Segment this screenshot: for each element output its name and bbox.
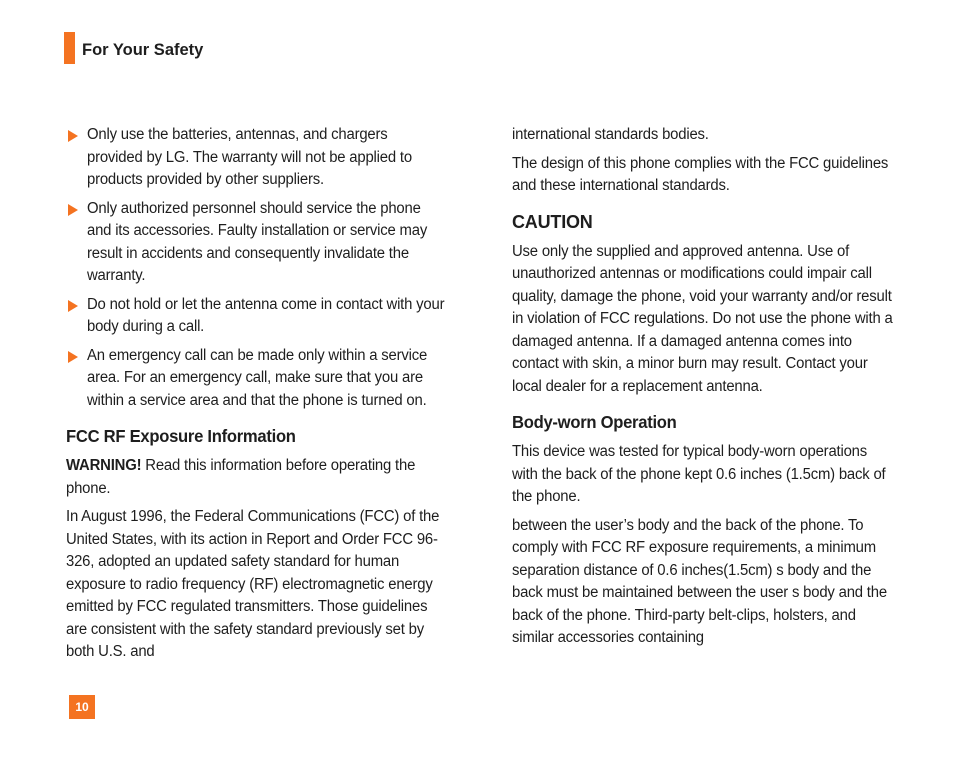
right-column — [512, 124, 912, 656]
header-accent-bar — [64, 32, 75, 64]
bullet-text: Only authorized personnel should service the phone and its accessories. Faulty installation or service may result in accidents and consequently invalidate the warranty. — [87, 199, 428, 284]
page-number: 10 — [69, 695, 95, 719]
section-title: For Your Safety — [82, 41, 204, 59]
bullet-item — [66, 124, 461, 192]
body-worn-heading: Body-worn Operation — [512, 412, 677, 432]
warning-text: Read this information before operating the phone. — [66, 457, 416, 497]
caution-paragraph: Use only the supplied and approved antenna. Use of unauthorized antennas or modifications could impair call quality, damage the phone, void your warranty and/or result in violation of FCC regulations. Do not use the phone with a damaged antenna. If a damaged antenna comes into contact with skin, a minor burn may result. Contact your local dealer for a replacement antenna. — [512, 242, 893, 395]
fcc-paragraph: In August 1996, the Federal Communications (FCC) of the United States, with its action in Report and Order FCC 96-326, adopted an updated safety standard for human exposure to radio frequency (RF) electromagnetic energy emitted by FCC regulated transmitters. Those guidelines are consistent with the safety standard previously set by both U.S. and — [66, 508, 440, 660]
warning-paragraph — [66, 455, 445, 500]
paragraph: The design of this phone complies with the FCC guidelines and these international standards. — [512, 154, 889, 194]
triangle-bullet-icon — [68, 130, 78, 142]
bullet-item — [66, 198, 461, 288]
bullet-text: An emergency call can be made only within a service area. For an emergency call, make sure that you are within a service area and that the phone is turned on. — [87, 346, 428, 409]
body-worn-paragraph: between the user’s body and the back of the phone. To comply with FCC RF exposure requirements, a minimum separation distance of 0.6 inches(1.5cm) s body and the back must be maintained between the user s body and the back of the phone. Third-party belt-clips, holsters, and similar accessories containing — [512, 516, 887, 646]
bullet-item — [66, 294, 461, 339]
warning-label: WARNING! — [66, 457, 142, 474]
paragraph: international standards bodies. — [512, 126, 709, 143]
bullet-text: Do not hold or let the antenna come in contact with your body during a call. — [87, 295, 445, 335]
left-column — [66, 124, 461, 670]
bullet-item — [66, 345, 461, 413]
triangle-bullet-icon — [68, 351, 78, 363]
fcc-heading: FCC RF Exposure Information — [66, 426, 296, 446]
caution-heading: CAUTION — [512, 211, 593, 232]
body-worn-paragraph: This device was tested for typical body-worn operations with the back of the phone kept 0.6 inches (1.5cm) back of the phone. — [512, 443, 886, 505]
triangle-bullet-icon — [68, 204, 78, 216]
triangle-bullet-icon — [68, 300, 78, 312]
bullet-text: Only use the batteries, antennas, and chargers provided by LG. The warranty will not be applied to products provided by other suppliers. — [87, 126, 412, 188]
